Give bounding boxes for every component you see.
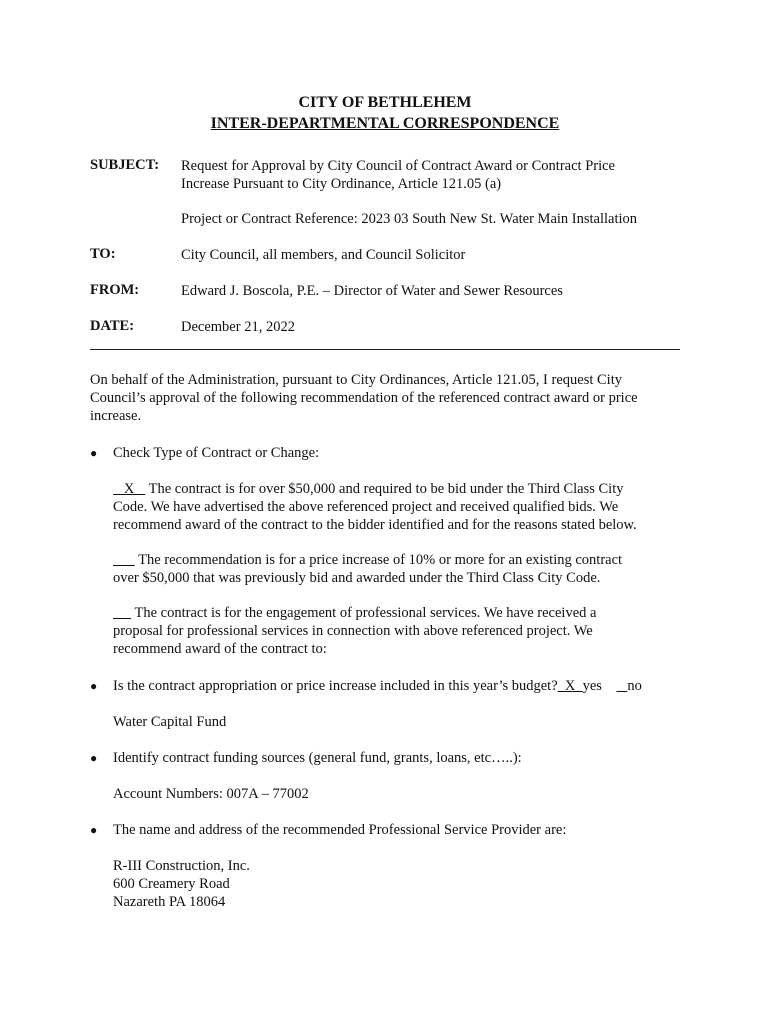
account-numbers: Account Numbers: 007A – 77002 [113, 786, 309, 802]
bullet-icon: ● [90, 446, 98, 460]
intro-line-2: Council’s approval of the following recommendation of the referenced contract award or price [90, 390, 638, 406]
budget-fund: Water Capital Fund [113, 714, 227, 730]
provider-street: 600 Creamery Road [113, 876, 230, 892]
provider-city: Nazareth PA 18064 [113, 894, 226, 910]
intro-line-1: On behalf of the Administration, pursuant to City Ordinances, Article 121.05, I request City [90, 372, 622, 388]
budget-yes-label: yes [582, 678, 602, 694]
check-type-label: Check Type of Contract or Change: [113, 445, 320, 461]
bullet-icon: ● [90, 823, 98, 837]
from-value: Edward J. Boscola, P.E. – Director of Water and Sewer Resources [181, 283, 563, 299]
option-professional-blank [113, 605, 131, 621]
option-professional-text: The contract is for the engagement of professional services. We have received a [131, 605, 597, 621]
budget-question-text: Is the contract appropriation or price increase included in this year’s budget? [113, 678, 558, 694]
option-professional-line-2: proposal for professional services in connection with above referenced project. We [113, 623, 593, 639]
bullet-icon: ● [90, 751, 98, 765]
correspondence-title: INTER-DEPARTMENTAL CORRESPONDENCE [210, 115, 560, 132]
option-professional-services [113, 604, 683, 622]
intro-line-3: increase. [90, 408, 142, 424]
subject-label: SUBJECT: [90, 157, 160, 173]
option-price-line-2: over $50,000 that was previously bid and awarded under the Third Class City Code. [113, 570, 601, 586]
provider-name: R-III Construction, Inc. [113, 858, 250, 874]
option-price-increase [113, 551, 683, 569]
project-reference: Project or Contract Reference: 2023 03 South New St. Water Main Installation [181, 211, 638, 227]
funding-question: Identify contract funding sources (general fund, grants, loans, etc…..): [113, 750, 522, 766]
option-price-text: The recommendation is for a price increase of 10% or more for an existing contract [134, 552, 623, 568]
header-divider [90, 349, 680, 350]
date-value: December 21, 2022 [181, 319, 295, 335]
city-title: CITY OF BETHLEHEM [298, 94, 472, 111]
subject-line-1: Request for Approval by City Council of Contract Award or Contract Price [181, 158, 615, 174]
to-value: City Council, all members, and Council Solicitor [181, 247, 466, 263]
from-label: FROM: [90, 282, 140, 298]
provider-question: The name and address of the recommended Professional Service Provider are: [113, 822, 567, 838]
date-label: DATE: [90, 318, 135, 334]
option-price-blank [113, 552, 135, 568]
to-label: TO: [90, 246, 116, 262]
budget-yes-blank: X [557, 678, 583, 694]
budget-no-label: no [627, 678, 642, 694]
budget-no-blank [616, 678, 627, 694]
option-bid-text: The contract is for over $50,000 and required to be bid under the Third Class City [145, 481, 624, 497]
option-bid-line-3: recommend award of the contract to the bidder identified and for the reasons stated below. [113, 517, 637, 533]
subject-line-2: Increase Pursuant to City Ordinance, Article 121.05 (a) [181, 176, 502, 192]
budget-question [113, 677, 683, 695]
option-professional-line-3: recommend award of the contract to: [113, 641, 327, 657]
option-bid-blank: X [113, 481, 146, 497]
option-bid-contract [113, 480, 683, 498]
option-bid-line-2: Code. We have advertised the above referenced project and received qualified bids. We [113, 499, 619, 515]
bullet-icon: ● [90, 679, 98, 693]
